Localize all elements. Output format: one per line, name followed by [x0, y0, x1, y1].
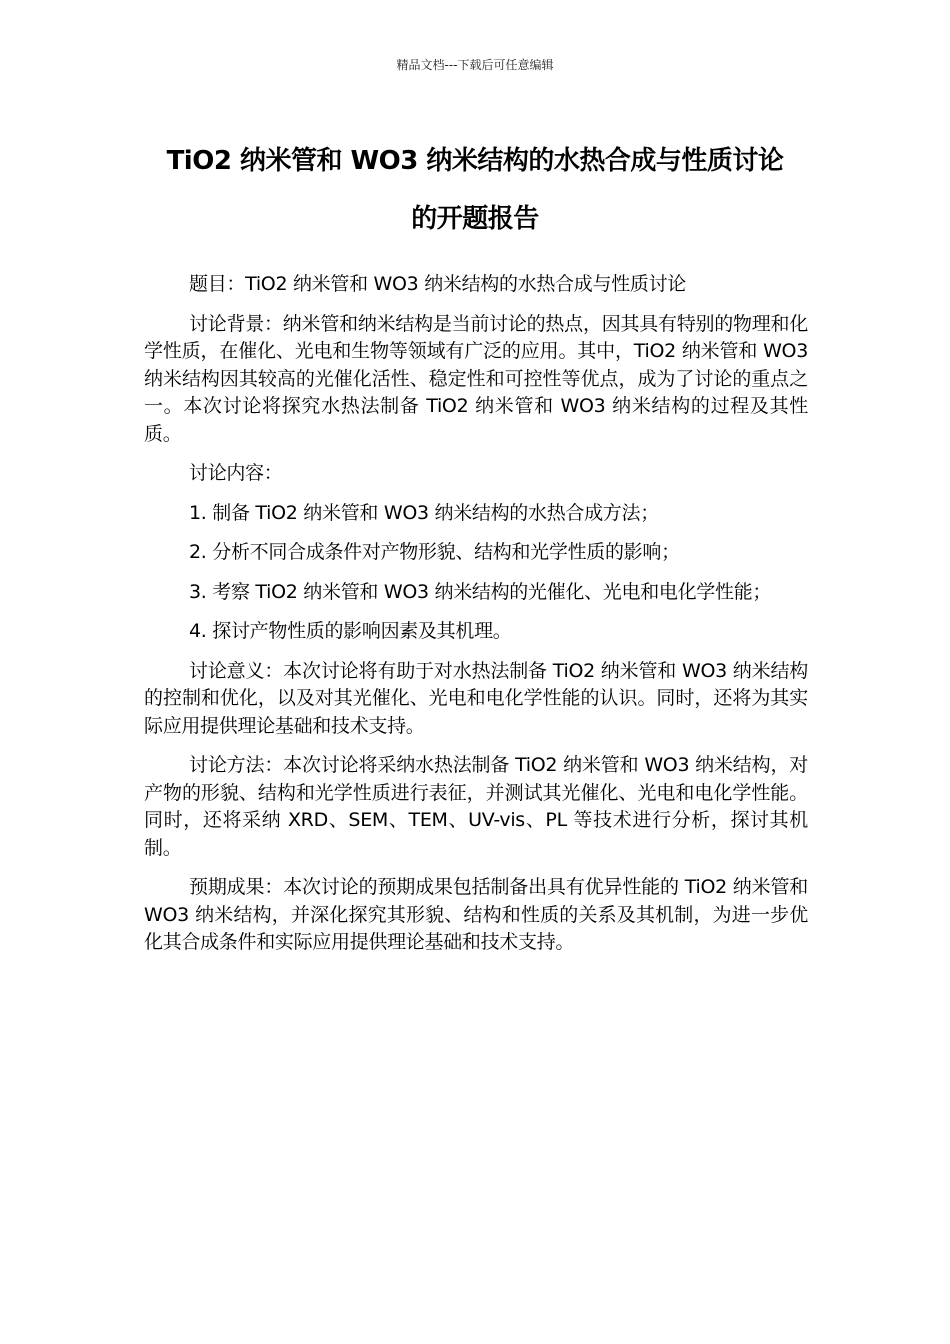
title-line-2: 的开题报告 [411, 204, 539, 234]
paragraph-expected-results: 预期成果：本次讨论的预期成果包括制备出具有优异性能的 TiO2 纳米管和 WO3 纳米结构，并深化探究其形貌、结构和性质的关系及其机制，为进一步优化其合成条件和实际应用提供理论基础和技术支持。 [144, 876, 808, 953]
paragraph-method: 讨论方法：本次讨论将采纳水热法制备 TiO2 纳米管和 WO3 纳米结构，对产物的形貌、结构和光学性质进行表征，并测试其光催化、光电和电化学性能。同时，还将采纳 XRD、SEM、TEM、UV-vis、PL 等技术进行分析，探讨其机制。 [144, 754, 808, 859]
paragraph-content-heading: 讨论内容： [189, 462, 283, 484]
paragraph-content-item-2: 2. 分析不同合成条件对产物形貌、结构和光学性质的影响； [189, 541, 680, 563]
document-body [144, 271, 808, 969]
paragraph-significance: 讨论意义：本次讨论将有助于对水热法制备 TiO2 纳米管和 WO3 纳米结构的控制和优化，以及对其光催化、光电和电化学性能的认识。同时，还将为其实际应用提供理论基础和技术支持。 [144, 659, 808, 737]
paragraph-content-item-3: 3. 考察 TiO2 纳米管和 WO3 纳米结构的光催化、光电和电化学性能； [189, 580, 772, 603]
paragraph-content-item-1: 1. 制备 TiO2 纳米管和 WO3 纳米结构的水热合成方法； [189, 501, 659, 524]
title-line-1: TiO2 纳米管和 WO3 纳米结构的水热合成与性质讨论 [166, 146, 784, 176]
paragraph-topic: 题目：TiO2 纳米管和 WO3 纳米结构的水热合成与性质讨论 [189, 273, 686, 295]
paragraph-content-item-4: 4. 探讨产物性质的影响因素及其机理。 [189, 620, 512, 642]
paragraph-background: 讨论背景：纳米管和纳米结构是当前讨论的热点，因其具有特别的物理和化学性质，在催化、光电和生物等领域有广泛的应用。其中，TiO2 纳米管和 WO3 纳米结构因其较高的光催化活性、稳定性和可控性等优点，成为了讨论的重点之一。本次讨论将探究水热法制备 TiO2 纳米管和 WO3 纳米结构的过程及其性质。 [144, 312, 808, 445]
document-title [120, 132, 830, 248]
header-note: 精品文档---下载后可任意编辑 [396, 58, 554, 72]
